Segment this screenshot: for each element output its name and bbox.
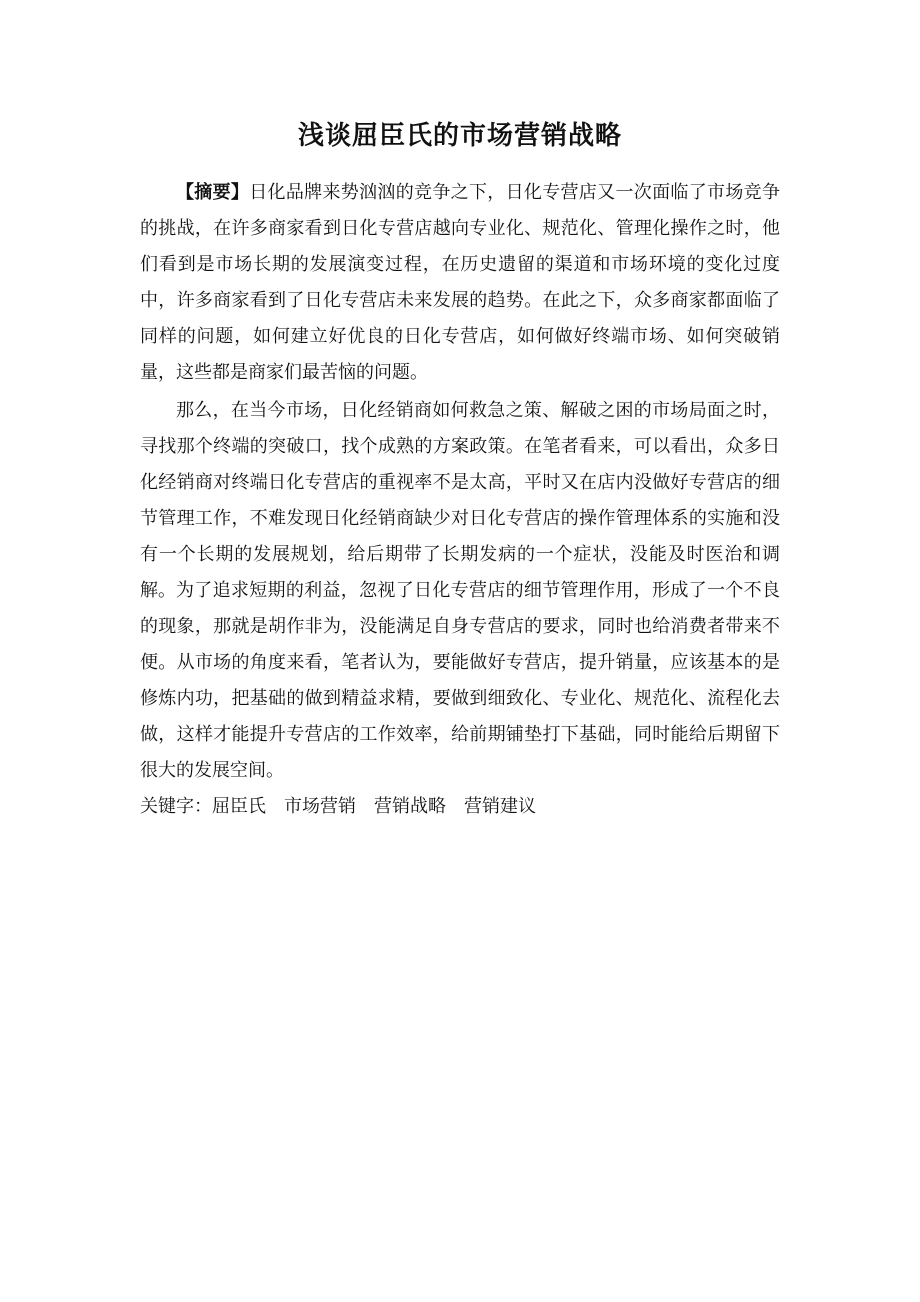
body-paragraph-2: 那么，在当今市场，日化经销商如何救急之策、解破之困的市场局面之时，寻找那个终端的突破口，找个成熟的方案政策。在笔者看来，可以看出，众多日化经销商对终端日化专营店的重视率不是太高，平时又在店内没做好专营店的细节管理工作，不难发现日化经销商缺少对日化专营店的操作管理体系的实施和没有一个长期的发展规划，给后期带了长期发病的一个症状，没能及时医治和调解。	[140, 400, 780, 601]
keyword-item: 市场营销	[284, 796, 356, 817]
keywords-line	[140, 789, 780, 825]
keyword-item: 营销战略	[374, 796, 446, 817]
abstract-label: 【摘要】	[176, 182, 250, 203]
abstract-paragraph	[140, 175, 780, 391]
body-paragraph-3: 为了追求短期的利益，忽视了日化专营店的细节管理作用，形成了一个不良的现象，那就是胡作非为，没能满足自身专营店的要求，同时也给消费者带来不便。从市场的角度来看，笔者认为，要能做好专营店，提升销量，应该基本的是修炼内功，把基础的做到精益求精，要做到细致化、专业化、规范化、流程化去做，这样才能提升专营店的工作效率，给前期铺垫打下基础，同时能给后期留下很大的发展空间。	[140, 580, 780, 781]
keywords-label: 关键字：	[140, 796, 212, 817]
document-title: 浅谈屈臣氏的市场营销战略	[297, 121, 622, 151]
keyword-item: 屈臣氏	[212, 796, 266, 817]
abstract-text: 日化品牌来势汹汹的竞争之下，日化专营店又一次面临了市场竞争的挑战，在许多商家看到日化专营店越向专业化、规范化、管理化操作之时，他们看到是市场长期的发展演变过程，在历史遗留的渠道和市场环境的变化过度中，许多商家看到了日化专营店未来发展的趋势。在此之下，众多商家都面临了同样的问题，如何建立好优良的日化专营店，如何做好终端市场、如何突破销量，这些都是商家们最苦恼的问题。	[140, 182, 780, 383]
keyword-item: 营销建议	[464, 796, 536, 817]
